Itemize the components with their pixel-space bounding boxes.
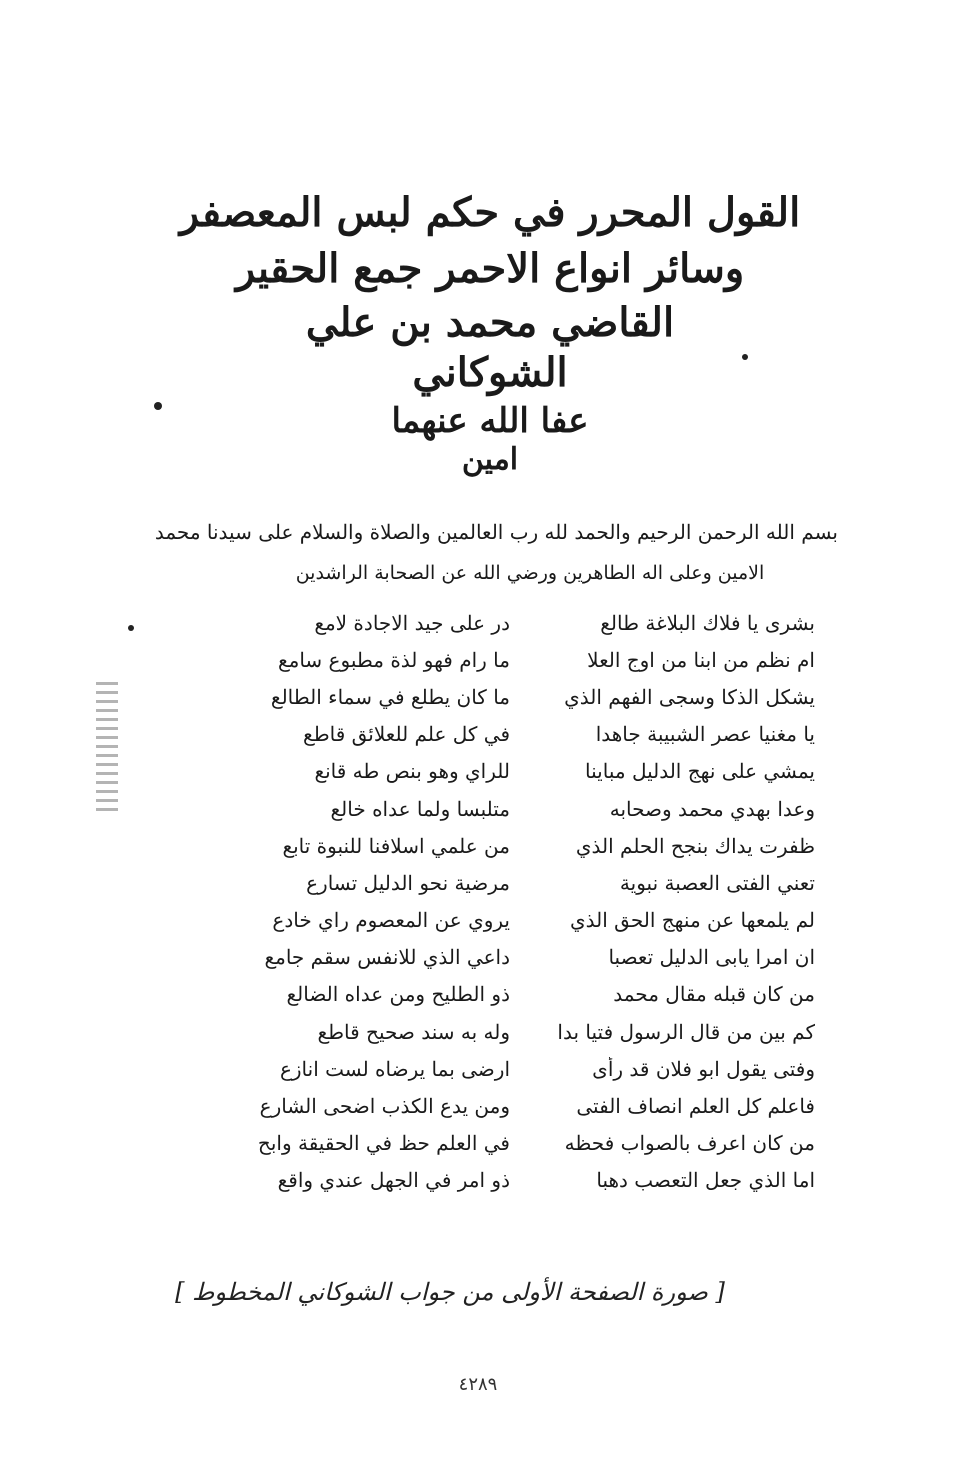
- verse-second-hemistich: وله به سند صحيح قاطع: [317, 1019, 510, 1044]
- verse-first-hemistich: تعني الفتى العصبة نبوية: [619, 870, 815, 895]
- ink-blot: [742, 354, 748, 360]
- ink-blot: [128, 625, 134, 631]
- verse-row: [245, 1050, 815, 1087]
- verse-row: [245, 864, 815, 901]
- title-line-3: القاضي محمد بن علي: [305, 299, 675, 346]
- verse-row: [245, 1162, 815, 1199]
- verse-first-hemistich: ظفرت يداك بنجح الحلم الذي: [575, 833, 815, 858]
- verse-second-hemistich: ذو الطليح ومن عداه الضالع: [286, 982, 510, 1007]
- verse-first-hemistich: كم بين من قال الرسول فتيا بدا: [557, 1019, 815, 1044]
- verse-row: [245, 753, 815, 790]
- verse-row: [245, 902, 815, 939]
- margin-stain: [96, 682, 118, 812]
- verse-second-hemistich: ما كان يطلع في سماء الطالع: [270, 684, 510, 709]
- basmala-line-1: بسم الله الرحمن الرحيم والحمد لله رب العالمين والصلاة والسلام على سيدنا محمد: [154, 520, 838, 544]
- verse-row: [245, 716, 815, 753]
- title-line-6: امين: [461, 442, 519, 478]
- verse-first-hemistich: فاعلم كل العلم انصاف الفتى: [576, 1094, 815, 1119]
- title-line-5: عفا الله عنهما: [391, 401, 589, 441]
- verse-second-hemistich: من علمي اسلافنا للنبوة تابع: [282, 833, 510, 858]
- title-line-2: وسائر انواع الاحمر جمع الحقير: [235, 245, 745, 292]
- verse-second-hemistich: للراي وهو بنص طه قانع: [314, 759, 510, 784]
- title-line-4: الشوكاني: [412, 349, 568, 396]
- verse-second-hemistich: ما رام فهو لذة مطبوع سامع: [277, 647, 510, 672]
- verse-first-hemistich: يا مغنيا عصر الشبيبة جاهدا: [595, 722, 815, 747]
- verse-first-hemistich: يمشي على نهج الدليل مباينا: [585, 759, 815, 784]
- basmala-line-2: الامين وعلى اله الطاهرين ورضي الله عن الصحابة الراشدين: [295, 562, 765, 584]
- verse-first-hemistich: وعدا بهدي محمد وصحابه: [609, 796, 815, 821]
- verse-row: [245, 1013, 815, 1050]
- verse-first-hemistich: ان امرا يابى الدليل تعصبا: [608, 945, 815, 970]
- page-number: ٤٢٨٩: [458, 1374, 498, 1395]
- verse-first-hemistich: لم يلمعها عن منهج الحق الذي: [570, 908, 815, 933]
- verse-second-hemistich: ارضى بما يرضاه لست انازع: [279, 1056, 510, 1081]
- verse-first-hemistich: بشرى يا فلاك البلاغة طالع: [600, 610, 815, 635]
- verse-first-hemistich: يشكل الذكا وسجى الفهم الذي: [564, 684, 815, 709]
- verse-first-hemistich: من كان قبله مقال محمد: [613, 982, 815, 1007]
- verse-first-hemistich: ام نظم من ابنا من اوج العلا: [587, 647, 815, 672]
- poem-verses: [245, 604, 815, 1199]
- manuscript-title: [170, 190, 810, 478]
- verse-second-hemistich: في العلم حظ في الحقيقة وابح: [257, 1131, 510, 1156]
- verse-row: [245, 641, 815, 678]
- verse-second-hemistich: در على جيد الاجادة لامع: [314, 610, 510, 635]
- verse-row: [245, 827, 815, 864]
- verse-row: [245, 1087, 815, 1124]
- verse-second-hemistich: ذو امر في الجهل عندي واقع: [277, 1168, 510, 1193]
- verse-second-hemistich: ومن يدع الكذب اضحى الشارع: [259, 1094, 510, 1119]
- verse-row: [245, 1125, 815, 1162]
- verse-first-hemistich: من كان اعرف بالصواب فحظه: [564, 1131, 815, 1156]
- verse-second-hemistich: داعي الذي للانفس سقم جامع: [264, 945, 510, 970]
- verse-first-hemistich: اما الذي جعل التعصب دهبا: [596, 1168, 815, 1193]
- verse-second-hemistich: مرضية نحو الدليل تسارع: [306, 870, 510, 895]
- verse-row: [245, 790, 815, 827]
- image-caption: [ صورة الصفحة الأولى من جواب الشوكاني المخطوط ]: [175, 1278, 725, 1306]
- verse-second-hemistich: متلبسا ولما عداه خالع: [330, 796, 510, 821]
- verse-row: [245, 976, 815, 1013]
- verse-row: [245, 604, 815, 641]
- verse-second-hemistich: يروي عن المعصوم راي خادع: [272, 908, 510, 933]
- verse-row: [245, 939, 815, 976]
- title-line-1: القول المحرر في حكم لبس المعصفر: [179, 189, 801, 236]
- verse-first-hemistich: وفتى يقول ابو فلان قد رأى: [592, 1056, 815, 1081]
- verse-row: [245, 678, 815, 715]
- ink-blot: [154, 402, 162, 410]
- verse-second-hemistich: في كل علم للعلائق قاطع: [303, 722, 510, 747]
